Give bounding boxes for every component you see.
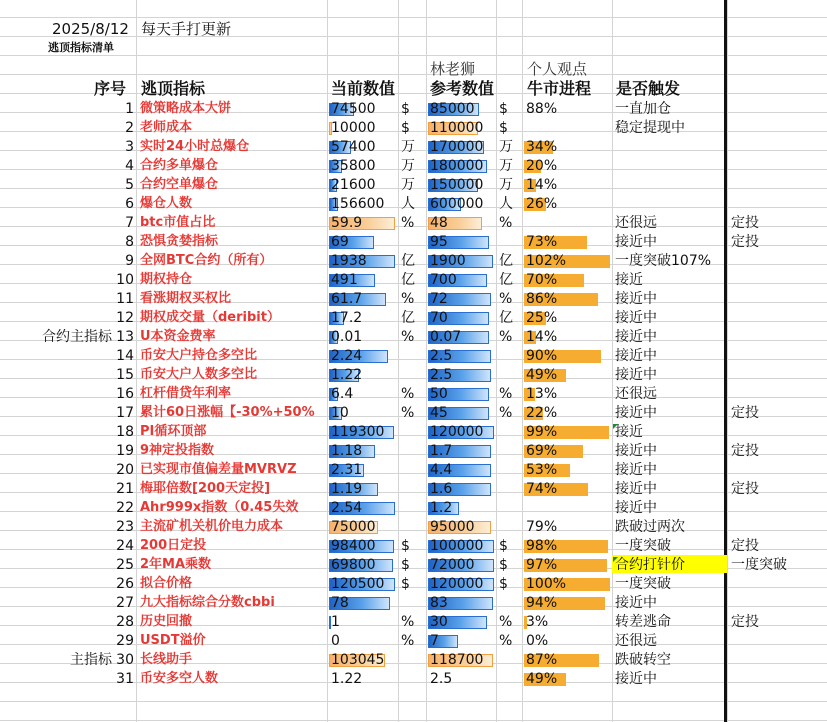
trigger-status: 接近中 [615,291,657,307]
progress-percent: 34% [526,139,558,155]
progress-percent: 88% [526,101,558,117]
current-value: 119300 [331,424,385,440]
indicator-name: 梅耶倍数[200天定投] [140,481,271,496]
reference-value: 7 [430,633,439,649]
current-unit: $ [401,538,410,554]
trigger-status: 接近中 [615,310,657,326]
indicator-name: 200日定投 [140,538,207,553]
sheet-title: 逃顶指标清单 [48,41,114,54]
reference-value: 70 [430,310,448,326]
grid-row-line [0,55,827,56]
indicator-name: 已实现市值偏差量MVRVZ [140,462,297,477]
current-value: 98400 [331,538,376,554]
current-value: 10 [331,405,349,421]
row-index: 27 [116,595,134,611]
current-value: 2.31 [331,462,363,478]
indicator-name: 期权持仓 [140,272,193,287]
reference-unit: 亿 [499,253,513,269]
current-value: 74500 [331,101,376,117]
grid-col-line [327,0,328,722]
current-unit: % [401,633,415,649]
progress-percent: 22% [526,405,558,421]
trigger-status: 跌破转空 [615,652,671,668]
current-value: 1938 [331,253,367,269]
progress-percent: 69% [526,443,558,459]
current-unit: 亿 [401,272,415,288]
row-index: 20 [116,462,134,478]
reference-value: 170000 [430,139,484,155]
trigger-status: 一度突破 [615,576,671,592]
current-value: 1.22 [331,367,363,383]
date-label: 2025/8/12 [52,20,129,38]
indicator-name: 拟合价格 [140,576,193,591]
row-tag: 主指标 [70,652,112,668]
reference-unit: 万 [499,158,513,174]
current-value: 0.01 [331,329,363,345]
row-tag: 合约主指标 [42,329,112,345]
reference-value: 118700 [430,652,484,668]
extra-note: 一度突破 [731,557,787,573]
col-header-progress: 牛市进程 [527,79,592,98]
indicator-name: 全网BTC合约（所有） [140,253,273,268]
current-unit: % [401,291,415,307]
indicator-name: 历史回撤 [140,614,193,629]
col-header-current: 当前数值 [331,79,396,98]
current-unit: $ [401,557,410,573]
trigger-status: 跌破过两次 [615,519,685,535]
reference-value: 72 [430,291,448,307]
current-value: 1 [331,614,340,630]
reference-unit: 亿 [499,272,513,288]
reference-value: 700 [430,272,457,288]
reference-unit: % [499,405,513,421]
reference-unit: 万 [499,139,513,155]
comment-marker [613,557,618,562]
reference-unit: 人 [499,196,513,212]
current-value: 69 [331,234,349,250]
row-index: 12 [116,310,134,326]
extra-note: 定投 [731,234,759,250]
col-header-indicator: 逃顶指标 [141,79,206,98]
trigger-status: 接近中 [615,443,657,459]
reference-value: 2.5 [430,671,453,687]
row-index: 5 [125,177,134,193]
current-value: 17.2 [331,310,363,326]
reference-value: 2.5 [430,367,453,383]
reference-unit: % [499,291,513,307]
row-index: 28 [116,614,134,630]
progress-percent: 70% [526,272,558,288]
progress-percent: 102% [526,253,567,269]
row-index: 1 [125,101,134,117]
trigger-status: 合约打针价 [615,557,685,573]
row-index: 30 [116,652,134,668]
row-index: 9 [125,253,134,269]
current-value: 103045 [331,652,385,668]
reference-value: 180000 [430,158,484,174]
current-unit: 万 [401,158,415,174]
indicator-name: 九大指标综合分数cbbi [140,595,275,610]
reference-value: 0.07 [430,329,462,345]
grid-row-line [0,720,827,721]
indicator-name: 累计60日涨幅【-30%+50% [140,405,315,420]
progress-percent: 53% [526,462,558,478]
extra-note: 定投 [731,215,759,231]
progress-percent: 94% [526,595,558,611]
current-value: 69800 [331,557,376,573]
reference-value: 85000 [430,101,475,117]
indicator-name: 看涨期权买权比 [140,291,232,306]
progress-percent: 3% [526,614,549,630]
author-label: 林老狮 [430,60,476,78]
reference-value: 95 [430,234,448,250]
indicator-name: 实时24小时总爆仓 [140,139,250,154]
reference-value: 1900 [430,253,466,269]
reference-value: 110000 [430,120,484,136]
indicator-name: 币安多空人数 [140,671,219,686]
current-value: 491 [331,272,358,288]
grid-col-line [522,0,523,722]
row-index: 25 [116,557,134,573]
current-value: 10000 [331,120,376,136]
reference-value: 2.5 [430,348,453,364]
reference-value: 83 [430,595,448,611]
indicator-name: 合约空单爆仓 [140,177,219,192]
reference-unit: $ [499,557,508,573]
trigger-status: 还很远 [615,633,657,649]
extra-note: 定投 [731,614,759,630]
progress-percent: 97% [526,557,558,573]
trigger-status: 接近中 [615,329,657,345]
indicator-name: 杠杆借贷年利率 [140,386,232,401]
indicator-name: 爆仓人数 [140,196,193,211]
progress-percent: 14% [526,177,558,193]
reference-value: 50 [430,386,448,402]
progress-percent: 14% [526,329,558,345]
progress-percent: 98% [526,538,558,554]
reference-unit: $ [499,576,508,592]
progress-percent: 25% [526,310,558,326]
current-unit: % [401,405,415,421]
current-value: 120500 [331,576,385,592]
trigger-status: 接近中 [615,234,657,250]
reference-value: 30 [430,614,448,630]
grid-row-line [0,17,827,18]
thick-divider [724,0,727,722]
row-index: 16 [116,386,134,402]
current-unit: 亿 [401,253,415,269]
progress-percent: 100% [526,576,567,592]
trigger-status: 转差逃命 [615,614,671,630]
trigger-status: 一度突破107% [615,253,712,269]
trigger-status: 接近中 [615,595,657,611]
col-header-index: 序号 [94,79,127,98]
trigger-status: 接近中 [615,671,657,687]
grid-col-line [426,0,427,722]
reference-unit: $ [499,120,508,136]
progress-percent: 74% [526,481,558,497]
indicator-name: Ahr999x指数（0.45失效 [140,500,299,515]
progress-percent: 73% [526,234,558,250]
row-index: 11 [116,291,134,307]
grid-col-line [136,0,137,722]
reference-unit: % [499,614,513,630]
indicator-name: 2年MA乘数 [140,557,212,572]
trigger-status: 还很远 [615,215,657,231]
grid-col-line [496,0,497,722]
current-value: 57400 [331,139,376,155]
progress-percent: 87% [526,652,558,668]
trigger-status: 一直加仓 [615,101,671,117]
indicator-name: 期权成交量（deribit） [140,310,280,325]
row-index: 14 [116,348,134,364]
reference-value: 4.4 [430,462,453,478]
reference-value: 1.6 [430,481,453,497]
indicator-name: 主流矿机关机价电力成本 [140,519,284,534]
trigger-status: 接近中 [615,367,657,383]
col-header-reference: 参考数值 [430,79,495,98]
reference-unit: % [499,215,513,231]
trigger-status: 一度突破 [615,538,671,554]
row-index: 21 [116,481,134,497]
current-unit: % [401,215,415,231]
row-index: 26 [116,576,134,592]
reference-value: 600000 [430,196,484,212]
current-value: 2.54 [331,500,363,516]
current-value: 21600 [331,177,376,193]
progress-percent: 0% [526,633,549,649]
row-index: 17 [116,405,134,421]
update-note: 每天手打更新 [141,20,232,38]
progress-percent: 86% [526,291,558,307]
current-unit: $ [401,120,410,136]
grid-row-line [0,74,827,75]
current-unit: 万 [401,177,415,193]
indicator-name: USDT溢价 [140,633,206,648]
row-index: 23 [116,519,134,535]
indicator-name: 恐惧贪婪指标 [140,234,219,249]
current-unit: 人 [401,196,415,212]
current-value: 2.24 [331,348,363,364]
trigger-status: 还很远 [615,386,657,402]
extra-note: 定投 [731,538,759,554]
current-value: 59.9 [331,215,363,231]
current-value: 156600 [331,196,385,212]
progress-percent: 79% [526,519,558,535]
reference-value: 95000 [430,519,475,535]
extra-note: 定投 [731,405,759,421]
trigger-status: 接近中 [615,481,657,497]
reference-unit: 万 [499,177,513,193]
row-index: 22 [116,500,134,516]
reference-unit: % [499,386,513,402]
row-index: 24 [116,538,134,554]
reference-unit: % [499,329,513,345]
current-unit: % [401,614,415,630]
trigger-status: 稳定提现中 [615,120,685,136]
indicator-name: PI循环顶部 [140,424,207,439]
row-index: 15 [116,367,134,383]
current-unit: 亿 [401,310,415,326]
progress-percent: 26% [526,196,558,212]
current-value: 1.19 [331,481,363,497]
current-value: 6.4 [331,386,354,402]
current-unit: % [401,329,415,345]
row-index: 18 [116,424,134,440]
indicator-name: 9神定投指数 [140,443,215,458]
current-unit: $ [401,576,410,592]
trigger-status: 接近中 [615,500,657,516]
reference-value: 150000 [430,177,484,193]
current-value: 1.22 [331,671,363,687]
grid-col-line [727,0,728,722]
indicator-name: 币安大户持仓多空比 [140,348,258,363]
indicator-name: U本资金费率 [140,329,216,344]
row-index: 10 [116,272,134,288]
trigger-status: 接近中 [615,348,657,364]
grid-col-line [612,0,613,722]
current-unit: $ [401,101,410,117]
row-index: 3 [125,139,134,155]
progress-percent: 90% [526,348,558,364]
extra-note: 定投 [731,443,759,459]
reference-unit: % [499,633,513,649]
current-value: 0 [331,633,340,649]
row-index: 7 [125,215,134,231]
row-index: 4 [125,158,134,174]
grid-row-line [0,701,827,702]
reference-unit: 亿 [499,310,513,326]
indicator-name: 微策略成本大饼 [140,101,232,116]
current-value: 61.7 [331,291,363,307]
row-index: 2 [125,120,134,136]
reference-unit: $ [499,538,508,554]
current-unit: 万 [401,139,415,155]
row-index: 29 [116,633,134,649]
progress-percent: 20% [526,158,558,174]
reference-value: 1.2 [430,500,453,516]
row-index: 31 [116,671,134,687]
progress-percent: 49% [526,671,558,687]
comment-marker [613,424,618,429]
col-header-triggered: 是否触发 [616,79,681,98]
progress-percent: 13% [526,386,558,402]
reference-unit: $ [499,101,508,117]
trigger-status: 接近中 [615,462,657,478]
reference-value: 45 [430,405,448,421]
trigger-status: 接近 [615,424,643,440]
reference-value: 72000 [430,557,475,573]
trigger-status: 接近中 [615,405,657,421]
extra-note: 定投 [731,481,759,497]
reference-value: 100000 [430,538,484,554]
indicator-name: 合约多单爆仓 [140,158,219,173]
reference-value: 1.7 [430,443,453,459]
grid-col-line [398,0,399,722]
progress-percent: 99% [526,424,558,440]
indicator-name: 老师成本 [140,120,193,135]
row-index: 8 [125,234,134,250]
reference-value: 48 [430,215,448,231]
current-value: 1.18 [331,443,363,459]
trigger-status: 接近 [615,272,643,288]
current-unit: % [401,386,415,402]
row-index: 13 [116,329,134,345]
reference-value: 120000 [430,424,484,440]
opinion-label: 个人观点 [527,60,588,78]
indicator-name: 长线助手 [140,652,193,667]
current-value: 75000 [331,519,376,535]
current-value: 78 [331,595,349,611]
reference-value: 120000 [430,576,484,592]
row-index: 19 [116,443,134,459]
indicator-name: 币安大户人数多空比 [140,367,258,382]
current-value: 35800 [331,158,376,174]
progress-percent: 49% [526,367,558,383]
indicator-name: btc市值占比 [140,215,216,230]
row-index: 6 [125,196,134,212]
